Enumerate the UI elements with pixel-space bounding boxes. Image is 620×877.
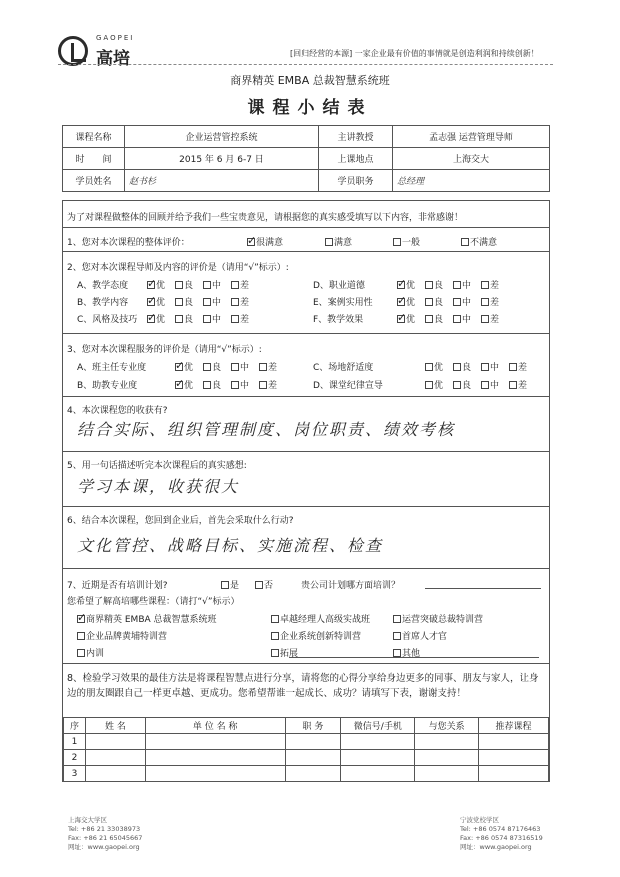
checkbox-icon[interactable] [393, 632, 401, 640]
job-value-handwritten: 总经理 [393, 170, 550, 192]
q2-grade-option[interactable] [481, 312, 509, 325]
q7-yes[interactable]: 是 [221, 578, 239, 591]
q2-grade-label: 优 [406, 298, 416, 308]
checkbox-icon[interactable] [453, 298, 461, 306]
q2-item-4 [313, 295, 509, 308]
q2-grade-label: 差 [240, 281, 250, 291]
q2-grade-label: 良 [434, 281, 444, 291]
q6-section [63, 507, 549, 569]
referral-cell[interactable] [85, 766, 145, 782]
checkbox-icon[interactable] [393, 649, 401, 657]
q2-grade-option[interactable] [203, 312, 231, 325]
time-label: 时 间 [63, 148, 125, 170]
footer-left: 上海交大学区 Tel: +86 21 33038973 Fax: +86 21 65045667 网址：www.gaopei.org [68, 816, 143, 851]
q2-grade-label: 良 [434, 298, 444, 308]
referral-col-header: 职 务 [285, 718, 341, 734]
q3-item-label: C、场地舒适度 [313, 363, 374, 373]
q3-grade-option[interactable] [453, 360, 481, 373]
checkbox-checked-icon[interactable] [175, 381, 183, 389]
q3-grade-option[interactable] [175, 378, 203, 391]
q2-grade-label: 优 [156, 315, 166, 325]
q1-text: 1、您对本次课程的整体评价： [67, 238, 190, 248]
checkbox-icon[interactable] [425, 363, 433, 371]
q2-grade-option[interactable] [147, 278, 175, 291]
q3-grade-label: 差 [268, 363, 278, 373]
q7-other-line[interactable] [289, 657, 539, 658]
q2-grade-option[interactable] [231, 312, 259, 325]
q2-grade-option[interactable] [147, 295, 175, 308]
referral-cell[interactable] [415, 734, 479, 750]
q1-option-4[interactable]: 不满意 [461, 235, 497, 248]
q3-grade-label: 优 [184, 363, 194, 373]
q2-grade-label: 差 [490, 281, 500, 291]
q1-option-1[interactable]: ✓ 很满意 [247, 235, 283, 248]
checkbox-icon[interactable] [175, 298, 183, 306]
checkbox-icon[interactable] [425, 281, 433, 289]
q2-grade-label: 优 [156, 281, 166, 291]
q7-course-label: 首席人才官 [402, 632, 448, 642]
q2-grade-label: 良 [434, 315, 444, 325]
q2-grade-label: 差 [240, 315, 250, 325]
q2-grade-option[interactable] [453, 295, 481, 308]
checkbox-icon[interactable] [77, 649, 85, 657]
checkbox-icon[interactable] [259, 381, 267, 389]
q3-grade-option[interactable] [481, 378, 509, 391]
referral-cell[interactable] [415, 750, 479, 766]
q7-course-option[interactable] [77, 629, 167, 642]
q7-course-option[interactable] [393, 612, 483, 625]
checkbox-icon[interactable] [231, 281, 239, 289]
q3-grade-option[interactable] [453, 378, 481, 391]
q3-grade-option[interactable] [231, 378, 259, 391]
checkbox-icon[interactable] [481, 298, 489, 306]
footer-right: 宁波党校学区 Tel: +86 0574 87176463 Fax: +86 0574 87316519 网址：www.gaopei.org [460, 816, 543, 851]
q2-grade-label: 中 [212, 281, 222, 291]
q1-option-2[interactable]: 满意 [325, 235, 352, 248]
q3-item-label: B、助教专业度 [77, 381, 138, 391]
checkbox-checked-icon[interactable] [397, 298, 405, 306]
q2-grade-label: 良 [184, 281, 194, 291]
referral-header-row [64, 718, 549, 734]
q5-answer-handwritten: 学习本课，收获很大 [77, 477, 240, 496]
q2-grade-option[interactable] [453, 312, 481, 325]
survey-form [62, 200, 550, 782]
referral-cell[interactable] [341, 750, 415, 766]
referral-col-header: 与您关系 [415, 718, 479, 734]
q3-grade-label: 良 [212, 363, 222, 373]
q3-grade-option[interactable] [203, 360, 231, 373]
q3-grade-label: 差 [268, 381, 278, 391]
q2-grade-label: 中 [462, 298, 472, 308]
checkbox-icon[interactable] [453, 363, 461, 371]
q2-item-label: C、风格及技巧 [77, 315, 138, 325]
checkbox-icon[interactable] [231, 381, 239, 389]
checkbox-icon[interactable] [175, 315, 183, 323]
referral-cell[interactable] [479, 766, 549, 782]
q2-grade-label: 良 [184, 298, 194, 308]
q2-grade-option[interactable] [203, 295, 231, 308]
teacher-value: 孟志强 运营管理导师 [393, 126, 550, 148]
checkbox-icon[interactable] [509, 363, 517, 371]
q7-course-option[interactable] [77, 612, 217, 625]
referral-cell[interactable] [285, 734, 341, 750]
q1-section [63, 228, 549, 252]
checkbox-icon[interactable] [271, 632, 279, 640]
q2-text: 2、您对本次课程导师及内容的评价是（请用“√”标示）: [67, 263, 289, 273]
page-subtitle: 商界精英 EMBA 总裁智慧系统班 [230, 74, 390, 87]
q6-answer-handwritten: 文化管控、战略目标、实施流程、检查 [77, 536, 384, 555]
q3-grade-option[interactable] [509, 360, 537, 373]
q3-grade-option[interactable] [425, 360, 453, 373]
referral-cell[interactable] [285, 766, 341, 782]
checkbox-icon[interactable] [425, 298, 433, 306]
q3-item-3 [313, 378, 537, 391]
q7-hope-text: 您希望了解高培哪些课程：（请打“√”标示） [67, 597, 240, 607]
q4-section [63, 397, 549, 452]
q3-item-label: D、课堂纪律宣导 [313, 381, 383, 391]
row-number: 1 [64, 734, 86, 750]
checkbox-icon[interactable] [203, 315, 211, 323]
place-label: 上课地点 [319, 148, 393, 170]
referral-cell[interactable] [415, 766, 479, 782]
q3-section [63, 334, 549, 397]
q2-grade-option[interactable] [425, 312, 453, 325]
q7-section [63, 569, 549, 664]
checkbox-icon[interactable] [453, 381, 461, 389]
q2-grade-option[interactable] [175, 278, 203, 291]
q3-grade-option[interactable] [481, 360, 509, 373]
q7-course-label: 卓越经理人高级实战班 [280, 615, 371, 625]
q3-grade-option[interactable] [203, 378, 231, 391]
q2-grade-option[interactable] [397, 312, 425, 325]
q2-grade-option[interactable] [175, 312, 203, 325]
q3-grade-label: 中 [490, 381, 500, 391]
q7-course-label: 企业品牌黄埔特训营 [86, 632, 168, 642]
info-table [62, 125, 550, 192]
q7-plan-line[interactable] [425, 588, 541, 589]
checkbox-checked-icon[interactable] [77, 615, 85, 623]
name-label: 学员姓名 [63, 170, 125, 192]
referral-cell[interactable] [145, 734, 285, 750]
checkbox-icon[interactable] [271, 615, 279, 623]
referral-cell[interactable] [479, 750, 549, 766]
q3-item-label: A、班主任专业度 [77, 363, 147, 373]
checkbox-checked-icon[interactable] [397, 281, 405, 289]
q2-grade-label: 中 [462, 281, 472, 291]
q3-grade-label: 良 [462, 381, 472, 391]
q7-course-option[interactable] [271, 612, 370, 625]
q3-item-0 [77, 360, 287, 373]
q2-grade-label: 中 [212, 298, 222, 308]
referral-cell[interactable] [285, 750, 341, 766]
referral-cell[interactable] [145, 750, 285, 766]
checkbox-icon[interactable] [393, 615, 401, 623]
referral-table [63, 717, 549, 782]
checkbox-icon[interactable] [481, 363, 489, 371]
q7-no[interactable]: 否 [255, 578, 273, 591]
q2-grade-option[interactable] [481, 278, 509, 291]
q2-item-0 [77, 278, 259, 291]
q3-grade-label: 中 [490, 363, 500, 373]
q2-grade-option[interactable] [425, 278, 453, 291]
checkbox-icon[interactable] [453, 315, 461, 323]
course-label: 课程名称 [63, 126, 125, 148]
q2-item-label: D、职业道德 [313, 281, 365, 291]
q2-grade-option[interactable] [203, 278, 231, 291]
q2-grade-label: 优 [406, 315, 416, 325]
q5-section [63, 452, 549, 507]
row-number: 3 [64, 766, 86, 782]
time-value: 2015 年 6 月 6-7 日 [125, 148, 319, 170]
referral-col-header: 微信号/手机 [341, 718, 415, 734]
checkbox-icon[interactable] [425, 381, 433, 389]
q7-course-label: 商界精英 EMBA 总裁智慧系统班 [86, 615, 217, 625]
q7-course-label: 内训 [86, 649, 105, 659]
checkbox-icon[interactable] [231, 298, 239, 306]
intro-text: 为了对课程做整体的回顾并给予我们一些宝贵意见，请根据您的真实感受填写以下内容，非常感谢！ [67, 213, 464, 223]
q2-item-3 [313, 278, 509, 291]
checkbox-icon[interactable] [203, 363, 211, 371]
intro-section [63, 201, 549, 228]
job-label: 学员职务 [319, 170, 393, 192]
checkbox-checked-icon[interactable] [147, 315, 155, 323]
gaopei-logo-icon [58, 36, 88, 66]
checkbox-icon[interactable] [325, 238, 333, 246]
q7-course-option[interactable] [271, 629, 361, 642]
q7-plan-label: 贵公司计划哪方面培训？ [301, 581, 401, 591]
q3-grade-option[interactable] [509, 378, 537, 391]
q2-grade-label: 差 [490, 315, 500, 325]
q2-grade-label: 优 [156, 298, 166, 308]
q2-item-label: E、案例实用性 [313, 298, 373, 308]
q3-grade-label: 差 [518, 363, 528, 373]
checkbox-icon[interactable] [231, 363, 239, 371]
header-divider [58, 64, 553, 65]
q7-course-option[interactable] [77, 646, 104, 659]
q7-course-label: 运营突破总裁特训营 [402, 615, 484, 625]
q7-course-label: 其他 [402, 649, 421, 659]
checkbox-icon[interactable] [425, 315, 433, 323]
checkbox-checked-icon[interactable] [175, 363, 183, 371]
q3-grade-option[interactable] [259, 378, 287, 391]
checkbox-icon[interactable] [509, 381, 517, 389]
checkbox-icon[interactable] [481, 281, 489, 289]
q3-grade-option[interactable] [259, 360, 287, 373]
q2-grade-option[interactable] [231, 278, 259, 291]
q7-text: 7、近期是否有培训计划? [67, 581, 168, 591]
referral-cell[interactable] [341, 766, 415, 782]
q2-grade-option[interactable] [175, 295, 203, 308]
checkbox-checked-icon[interactable] [247, 238, 255, 246]
q4-text: 4、本次课程您的收获有? [67, 406, 168, 416]
table-row [64, 734, 549, 750]
q3-grade-option[interactable] [425, 378, 453, 391]
q2-grade-option[interactable] [453, 278, 481, 291]
q3-grade-option[interactable] [231, 360, 259, 373]
checkbox-icon[interactable] [461, 238, 469, 246]
q2-item-1 [77, 295, 259, 308]
logo-text-en: GAOPEI [96, 34, 135, 42]
checkbox-icon[interactable] [255, 581, 263, 589]
place-value: 上海交大 [393, 148, 550, 170]
q2-grade-label: 优 [406, 281, 416, 291]
q2-grade-option[interactable] [397, 295, 425, 308]
q2-grade-label: 差 [240, 298, 250, 308]
q3-grade-label: 良 [462, 363, 472, 373]
q2-item-label: B、教学内容 [77, 298, 129, 308]
q3-grade-label: 优 [184, 381, 194, 391]
checkbox-icon[interactable] [271, 649, 279, 657]
referral-cell[interactable] [479, 734, 549, 750]
q3-grade-label: 优 [434, 363, 444, 373]
referral-col-header: 序 [64, 718, 86, 734]
q2-grade-option[interactable] [231, 295, 259, 308]
checkbox-checked-icon[interactable] [147, 281, 155, 289]
q3-grade-option[interactable] [175, 360, 203, 373]
checkbox-icon[interactable] [453, 281, 461, 289]
table-row [64, 750, 549, 766]
checkbox-icon[interactable] [481, 315, 489, 323]
page-title: 课程小结表 [247, 98, 373, 118]
q2-section [63, 252, 549, 334]
checkbox-checked-icon[interactable] [397, 315, 405, 323]
q2-grade-option[interactable] [481, 295, 509, 308]
name-value-handwritten: 赵书杉 [125, 170, 319, 192]
referral-cell[interactable] [145, 766, 285, 782]
q6-text: 6、结合本次课程，您回到企业后，首先会采取什么行动? [67, 516, 294, 526]
q3-grade-label: 优 [434, 381, 444, 391]
row-number: 2 [64, 750, 86, 766]
checkbox-icon[interactable] [393, 238, 401, 246]
q2-item-label: A、教学态度 [77, 281, 129, 291]
referral-col-header: 姓 名 [85, 718, 145, 734]
checkbox-icon[interactable] [77, 632, 85, 640]
checkbox-icon[interactable] [203, 381, 211, 389]
q2-grade-label: 中 [212, 315, 222, 325]
q3-text: 3、您对本次课程服务的评价是（请用“√”标示）: [67, 345, 262, 355]
checkbox-icon[interactable] [203, 298, 211, 306]
q2-grade-label: 差 [490, 298, 500, 308]
checkbox-icon[interactable] [203, 281, 211, 289]
table-row [64, 766, 549, 782]
q3-item-2 [313, 360, 537, 373]
q1-option-3[interactable]: 一般 [393, 235, 420, 248]
q3-grade-label: 中 [240, 381, 250, 391]
logo-text-cn: 高培 [96, 49, 130, 69]
referral-col-header: 单 位 名 称 [145, 718, 285, 734]
q3-grade-label: 中 [240, 363, 250, 373]
referral-cell[interactable] [85, 750, 145, 766]
q2-grade-label: 中 [462, 315, 472, 325]
slogan: [回归经营的本源] 一家企业最有价值的事情就是创造利润和持续创新！ [290, 49, 539, 58]
q3-grade-label: 差 [518, 381, 528, 391]
referral-cell[interactable] [85, 734, 145, 750]
q2-grade-option[interactable] [425, 295, 453, 308]
checkbox-icon[interactable] [175, 281, 183, 289]
checkbox-icon[interactable] [221, 581, 229, 589]
q3-grade-label: 良 [212, 381, 222, 391]
referral-cell[interactable] [341, 734, 415, 750]
q2-grade-label: 良 [184, 315, 194, 325]
checkbox-checked-icon[interactable] [147, 298, 155, 306]
checkbox-icon[interactable] [231, 315, 239, 323]
q2-item-label: F、教学效果 [313, 315, 364, 325]
referral-col-header: 推荐课程 [479, 718, 549, 734]
q8-text: 8、检验学习效果的最佳方法是将课程智慧点进行分享，请将您的心得分享给身边更多的同事、朋友与家人，让身边的朋友圈跟自己一样更卓越、更成功。您希望帮谁一起成长、成功？请填写下表，谢谢支持！ [67, 673, 539, 699]
course-value: 企业运营管控系统 [125, 126, 319, 148]
q7-course-label: 企业系统创新特训营 [280, 632, 362, 642]
q2-item-5 [313, 312, 509, 325]
teacher-label: 主讲教授 [319, 126, 393, 148]
q7-course-label: 拓展 [280, 649, 299, 659]
checkbox-icon[interactable] [481, 381, 489, 389]
q5-text: 5、用一句话描述听完本次课程后的真实感想: [67, 461, 247, 471]
q3-item-1 [77, 378, 287, 391]
q4-answer-handwritten: 结合实际、组织管理制度、岗位职责、绩效考核 [77, 420, 456, 439]
q2-grade-option[interactable] [397, 278, 425, 291]
q2-item-2 [77, 312, 259, 325]
checkbox-icon[interactable] [259, 363, 267, 371]
q7-course-option[interactable] [393, 629, 447, 642]
q2-grade-option[interactable] [147, 312, 175, 325]
